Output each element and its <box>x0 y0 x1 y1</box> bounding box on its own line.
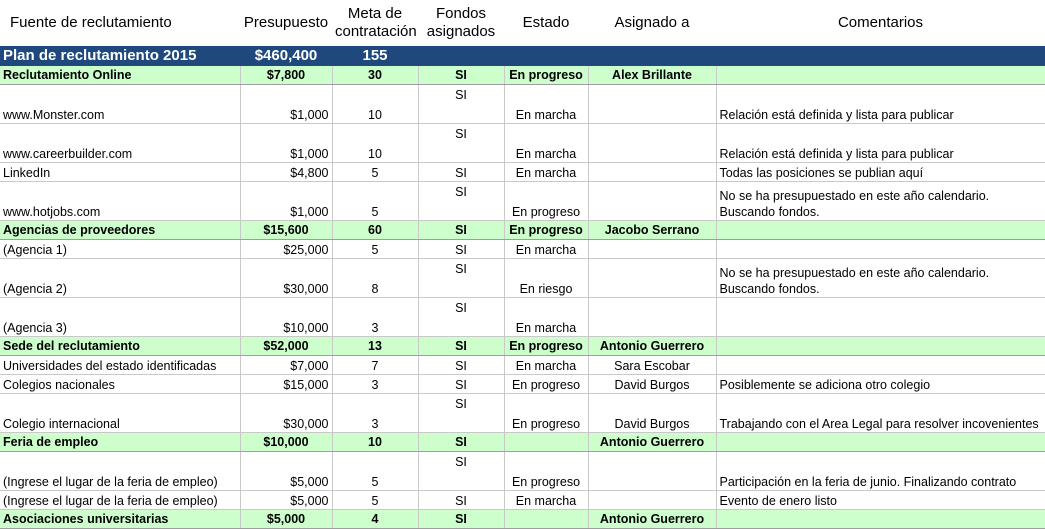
cell-comentario[interactable]: No se ha presupuestado en este año calendario. Buscando fondos. <box>716 259 1045 298</box>
cell-fondos[interactable]: SI <box>418 510 504 529</box>
cell-fondos[interactable]: SI <box>418 182 504 221</box>
cell-meta[interactable]: 13 <box>332 337 418 356</box>
cell-comentario[interactable]: Trabajando con el Area Legal para resolver incovenientes <box>716 394 1045 433</box>
header-estado[interactable]: Estado <box>504 0 588 46</box>
cell-meta[interactable]: 5 <box>332 163 418 182</box>
cell-comentario[interactable] <box>716 356 1045 375</box>
cell-meta[interactable]: 3 <box>332 394 418 433</box>
table-row <box>0 124 1045 163</box>
cell-asignado[interactable] <box>588 182 716 221</box>
plan-goal[interactable]: 155 <box>332 46 418 66</box>
header-fondos[interactable] <box>418 0 504 46</box>
cell-fuente[interactable]: Agencias de proveedores <box>0 221 240 240</box>
cell-meta[interactable]: 10 <box>332 433 418 452</box>
cell-presupuesto[interactable]: $30,000 <box>240 394 332 433</box>
cell-estado[interactable]: En marcha <box>504 298 588 337</box>
plan-empty-cell[interactable] <box>504 46 588 66</box>
cell-estado[interactable]: En progreso <box>504 337 588 356</box>
cell-asignado[interactable]: David Burgos <box>588 394 716 433</box>
cell-meta[interactable]: 7 <box>332 356 418 375</box>
cell-meta[interactable]: 5 <box>332 182 418 221</box>
category-row <box>0 66 1045 85</box>
cell-fondos[interactable]: SI <box>418 375 504 394</box>
cell-fuente[interactable]: www.careerbuilder.com <box>0 124 240 163</box>
cell-fuente[interactable]: (Agencia 3) <box>0 298 240 337</box>
cell-estado[interactable]: En progreso <box>504 182 588 221</box>
header-fuente[interactable]: Fuente de reclutamiento <box>0 0 240 46</box>
plan-empty-cell[interactable] <box>716 46 1045 66</box>
cell-presupuesto[interactable]: $15,000 <box>240 375 332 394</box>
cell-estado[interactable] <box>504 433 588 452</box>
category-row <box>0 337 1045 356</box>
header-meta-line2: contratación <box>335 23 417 40</box>
header-meta-line1: Meta de <box>347 5 403 22</box>
cell-comentario[interactable]: Participación en la feria de junio. Finalizando contrato <box>716 452 1045 491</box>
cell-fuente[interactable]: (Ingrese el lugar de la feria de empleo) <box>0 491 240 510</box>
header-row <box>0 0 1045 46</box>
cell-asignado[interactable]: Antonio Guerrero <box>588 510 716 529</box>
cell-fondos[interactable]: SI <box>418 163 504 182</box>
plan-row <box>0 46 1045 66</box>
cell-fuente[interactable]: Sede del reclutamiento <box>0 337 240 356</box>
cell-asignado[interactable] <box>588 85 716 124</box>
table-row <box>0 298 1045 337</box>
cell-presupuesto[interactable]: $52,000 <box>240 337 332 356</box>
cell-meta[interactable]: 10 <box>332 124 418 163</box>
cell-asignado[interactable]: Alex Brillante <box>588 66 716 85</box>
cell-fondos[interactable]: SI <box>418 221 504 240</box>
cell-meta[interactable]: 30 <box>332 66 418 85</box>
cell-fuente[interactable]: Colegios nacionales <box>0 375 240 394</box>
cell-asignado[interactable] <box>588 163 716 182</box>
cell-meta[interactable]: 10 <box>332 85 418 124</box>
cell-meta[interactable]: 5 <box>332 240 418 259</box>
cell-presupuesto[interactable]: $30,000 <box>240 259 332 298</box>
cell-asignado[interactable] <box>588 298 716 337</box>
cell-fuente[interactable]: Colegio internacional <box>0 394 240 433</box>
cell-fuente[interactable]: Feria de empleo <box>0 433 240 452</box>
cell-presupuesto[interactable]: $5,000 <box>240 452 332 491</box>
cell-presupuesto[interactable]: $25,000 <box>240 240 332 259</box>
cell-asignado[interactable] <box>588 491 716 510</box>
cell-meta[interactable]: 5 <box>332 491 418 510</box>
cell-presupuesto[interactable]: $15,600 <box>240 221 332 240</box>
cell-estado[interactable] <box>504 510 588 529</box>
cell-fuente[interactable]: Asociaciones universitarias <box>0 510 240 529</box>
cell-asignado[interactable] <box>588 452 716 491</box>
cell-presupuesto[interactable]: $10,000 <box>240 433 332 452</box>
header-presupuesto[interactable]: Presupuesto <box>240 0 332 46</box>
table-row <box>0 356 1045 375</box>
cell-fondos[interactable]: SI <box>418 433 504 452</box>
cell-presupuesto[interactable]: $7,800 <box>240 66 332 85</box>
cell-fondos[interactable]: SI <box>418 66 504 85</box>
cell-fondos[interactable]: SI <box>418 491 504 510</box>
cell-comentario[interactable] <box>716 221 1045 240</box>
cell-presupuesto[interactable]: $1,000 <box>240 182 332 221</box>
cell-asignado[interactable]: Jacobo Serrano <box>588 221 716 240</box>
cell-comentario[interactable] <box>716 510 1045 529</box>
cell-fuente[interactable]: Universidades del estado identificadas <box>0 356 240 375</box>
category-row <box>0 510 1045 529</box>
cell-fondos[interactable]: SI <box>418 124 504 163</box>
cell-meta[interactable]: 8 <box>332 259 418 298</box>
cell-fondos[interactable]: SI <box>418 394 504 433</box>
cell-asignado[interactable]: Antonio Guerrero <box>588 433 716 452</box>
cell-presupuesto[interactable]: $5,000 <box>240 510 332 529</box>
cell-comentario[interactable] <box>716 66 1045 85</box>
header-asignado[interactable]: Asignado a <box>588 0 716 46</box>
cell-meta[interactable]: 4 <box>332 510 418 529</box>
cell-presupuesto[interactable]: $5,000 <box>240 491 332 510</box>
plan-budget[interactable]: $460,400 <box>240 46 332 66</box>
table-row <box>0 182 1045 221</box>
cell-estado[interactable]: En marcha <box>504 356 588 375</box>
cell-fuente[interactable]: www.hotjobs.com <box>0 182 240 221</box>
cell-meta[interactable]: 3 <box>332 298 418 337</box>
cell-fuente[interactable]: (Agencia 2) <box>0 259 240 298</box>
cell-comentario[interactable]: Posiblemente se adiciona otro colegio <box>716 375 1045 394</box>
cell-fondos[interactable]: SI <box>418 85 504 124</box>
table-row <box>0 85 1045 124</box>
cell-fuente[interactable]: www.Monster.com <box>0 85 240 124</box>
table-row <box>0 259 1045 298</box>
header-meta[interactable] <box>332 0 418 46</box>
table-row <box>0 491 1045 510</box>
cell-fuente[interactable]: (Ingrese el lugar de la feria de empleo) <box>0 452 240 491</box>
cell-estado[interactable]: En progreso <box>504 375 588 394</box>
table-body <box>0 46 1045 529</box>
header-comentarios[interactable]: Comentarios <box>716 0 1045 46</box>
cell-fondos[interactable]: SI <box>418 259 504 298</box>
cell-fondos[interactable]: SI <box>418 356 504 375</box>
cell-comentario[interactable] <box>716 337 1045 356</box>
cell-estado[interactable]: En riesgo <box>504 259 588 298</box>
cell-comentario[interactable]: Todas las posiciones se publian aquí <box>716 163 1045 182</box>
cell-presupuesto[interactable]: $10,000 <box>240 298 332 337</box>
category-row <box>0 433 1045 452</box>
cell-fondos[interactable]: SI <box>418 337 504 356</box>
cell-presupuesto[interactable]: $1,000 <box>240 124 332 163</box>
cell-estado[interactable]: En progreso <box>504 66 588 85</box>
table-row <box>0 240 1045 259</box>
cell-asignado[interactable] <box>588 240 716 259</box>
cell-estado[interactable]: En marcha <box>504 124 588 163</box>
cell-meta[interactable]: 60 <box>332 221 418 240</box>
cell-asignado[interactable]: Sara Escobar <box>588 356 716 375</box>
table-row <box>0 452 1045 491</box>
cell-asignado[interactable] <box>588 124 716 163</box>
cell-asignado[interactable]: David Burgos <box>588 375 716 394</box>
table-row <box>0 394 1045 433</box>
cell-estado[interactable]: En marcha <box>504 491 588 510</box>
cell-meta[interactable]: 5 <box>332 452 418 491</box>
header-fondos-line2: asignados <box>426 23 496 40</box>
cell-comentario[interactable]: Evento de enero listo <box>716 491 1045 510</box>
cell-asignado[interactable]: Antonio Guerrero <box>588 337 716 356</box>
cell-presupuesto[interactable]: $4,800 <box>240 163 332 182</box>
cell-fuente[interactable]: Reclutamiento Online <box>0 66 240 85</box>
cell-comentario[interactable] <box>716 298 1045 337</box>
cell-fondos[interactable]: SI <box>418 240 504 259</box>
cell-estado[interactable]: En progreso <box>504 394 588 433</box>
cell-fondos[interactable]: SI <box>418 452 504 491</box>
cell-estado[interactable]: En marcha <box>504 85 588 124</box>
cell-comentario[interactable]: Relación está definida y lista para publicar <box>716 124 1045 163</box>
header-fondos-line1: Fondos <box>435 5 487 22</box>
table-row <box>0 163 1045 182</box>
cell-presupuesto[interactable]: $1,000 <box>240 85 332 124</box>
cell-estado[interactable]: En progreso <box>504 221 588 240</box>
cell-estado[interactable]: En marcha <box>504 163 588 182</box>
plan-title[interactable]: Plan de reclutamiento 2015 <box>0 46 240 66</box>
cell-meta[interactable]: 3 <box>332 375 418 394</box>
category-row <box>0 221 1045 240</box>
cell-presupuesto[interactable]: $7,000 <box>240 356 332 375</box>
cell-fuente[interactable]: LinkedIn <box>0 163 240 182</box>
cell-comentario[interactable] <box>716 240 1045 259</box>
cell-comentario[interactable] <box>716 433 1045 452</box>
plan-empty-cell[interactable] <box>418 46 504 66</box>
cell-comentario[interactable]: Relación está definida y lista para publicar <box>716 85 1045 124</box>
plan-empty-cell[interactable] <box>588 46 716 66</box>
table-row <box>0 375 1045 394</box>
cell-asignado[interactable] <box>588 259 716 298</box>
cell-fuente[interactable]: (Agencia 1) <box>0 240 240 259</box>
cell-comentario[interactable]: No se ha presupuestado en este año calendario. Buscando fondos. <box>716 182 1045 221</box>
cell-fondos[interactable]: SI <box>418 298 504 337</box>
cell-estado[interactable]: En marcha <box>504 240 588 259</box>
cell-estado[interactable]: En progreso <box>504 452 588 491</box>
